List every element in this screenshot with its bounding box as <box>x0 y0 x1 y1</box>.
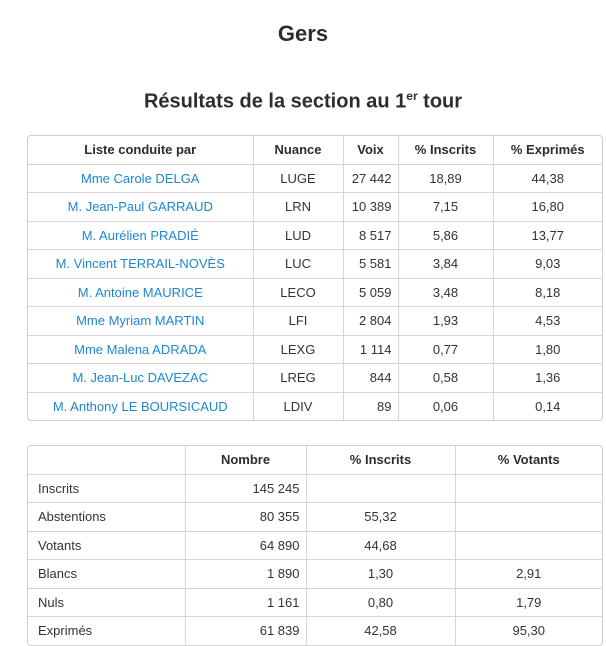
participation-pct-inscrits-cell: 0,80 <box>306 588 455 617</box>
candidate-name-cell <box>28 364 253 393</box>
candidate-link[interactable]: M. Aurélien PRADIÉ <box>81 227 199 243</box>
participation-nombre-cell: 1 161 <box>185 588 306 617</box>
voix-cell: 5 581 <box>343 250 398 279</box>
pct-exprimes-cell: 13,77 <box>493 221 602 250</box>
participation-label-cell: Inscrits <box>28 474 185 503</box>
participation-header-row <box>28 446 602 474</box>
results-header-exprimes: % Exprimés <box>493 136 602 164</box>
candidate-link[interactable]: M. Jean-Luc DAVEZAC <box>72 370 209 386</box>
participation-label-cell: Votants <box>28 531 185 560</box>
nuance-cell: LRN <box>253 193 343 222</box>
voix-cell: 1 114 <box>343 335 398 364</box>
participation-table-container <box>27 445 603 646</box>
participation-row <box>28 617 602 645</box>
nuance-cell: LUC <box>253 250 343 279</box>
nuance-cell: LECO <box>253 278 343 307</box>
candidate-link[interactable]: M. Vincent TERRAIL-NOVÈS <box>55 256 225 272</box>
voix-cell: 89 <box>343 392 398 420</box>
results-header-row <box>28 136 602 164</box>
voix-cell: 2 804 <box>343 307 398 336</box>
participation-nombre-cell: 61 839 <box>185 617 306 645</box>
pct-exprimes-cell: 1,80 <box>493 335 602 364</box>
section-title <box>0 89 606 114</box>
participation-label-cell: Abstentions <box>28 503 185 532</box>
pct-inscrits-cell: 1,93 <box>398 307 493 336</box>
participation-pct-votants-cell <box>455 474 602 503</box>
candidate-name-cell <box>28 278 253 307</box>
candidate-link[interactable]: M. Antoine MAURICE <box>77 284 203 300</box>
candidate-name-cell <box>28 335 253 364</box>
results-table-container <box>27 135 603 421</box>
nuance-cell: LFI <box>253 307 343 336</box>
pct-inscrits-cell: 0,77 <box>398 335 493 364</box>
pct-inscrits-cell: 7,15 <box>398 193 493 222</box>
page-title: Gers <box>277 21 329 46</box>
results-row <box>28 364 602 393</box>
results-table-body <box>28 164 602 420</box>
participation-row <box>28 588 602 617</box>
voix-cell: 5 059 <box>343 278 398 307</box>
nuance-cell: LREG <box>253 364 343 393</box>
pct-inscrits-cell: 0,58 <box>398 364 493 393</box>
pct-exprimes-cell: 44,38 <box>493 164 602 193</box>
candidate-name-cell <box>28 193 253 222</box>
nuance-cell: LUGE <box>253 164 343 193</box>
participation-label-cell: Nuls <box>28 588 185 617</box>
voix-cell: 27 442 <box>343 164 398 193</box>
results-row <box>28 221 602 250</box>
participation-pct-votants-cell <box>455 531 602 560</box>
candidate-name-cell <box>28 392 253 420</box>
pct-exprimes-cell: 16,80 <box>493 193 602 222</box>
section-title-ordinal-sup: er <box>406 89 418 104</box>
participation-label-cell: Blancs <box>28 560 185 589</box>
candidate-name-cell <box>28 164 253 193</box>
participation-pct-votants-cell <box>455 503 602 532</box>
pct-exprimes-cell: 8,18 <box>493 278 602 307</box>
pct-inscrits-cell: 5,86 <box>398 221 493 250</box>
voix-cell: 8 517 <box>343 221 398 250</box>
participation-header-empty <box>28 446 185 474</box>
pct-inscrits-cell: 18,89 <box>398 164 493 193</box>
participation-table-body <box>28 474 602 645</box>
participation-nombre-cell: 64 890 <box>185 531 306 560</box>
participation-table <box>28 446 602 645</box>
results-row <box>28 193 602 222</box>
participation-nombre-cell: 1 890 <box>185 560 306 589</box>
results-header-nuance: Nuance <box>253 136 343 164</box>
results-header-voix: Voix <box>343 136 398 164</box>
candidate-link[interactable]: Mme Myriam MARTIN <box>76 313 205 329</box>
pct-inscrits-cell: 0,06 <box>398 392 493 420</box>
candidate-name-cell <box>28 307 253 336</box>
pct-inscrits-cell: 3,84 <box>398 250 493 279</box>
pct-exprimes-cell: 1,36 <box>493 364 602 393</box>
participation-header-votants: % Votants <box>455 446 602 474</box>
results-row <box>28 335 602 364</box>
participation-pct-votants-cell: 95,30 <box>455 617 602 645</box>
participation-pct-inscrits-cell: 44,68 <box>306 531 455 560</box>
voix-cell: 10 389 <box>343 193 398 222</box>
participation-pct-inscrits-cell: 55,32 <box>306 503 455 532</box>
pct-exprimes-cell: 0,14 <box>493 392 602 420</box>
section-title-text: Résultats de la section au 1 <box>143 91 407 114</box>
participation-nombre-cell: 80 355 <box>185 503 306 532</box>
results-table-header <box>28 136 602 164</box>
results-row <box>28 307 602 336</box>
participation-pct-votants-cell: 1,79 <box>455 588 602 617</box>
participation-row <box>28 503 602 532</box>
results-row <box>28 250 602 279</box>
pct-exprimes-cell: 4,53 <box>493 307 602 336</box>
participation-row <box>28 474 602 503</box>
section-title-suffix: tour <box>417 91 463 114</box>
participation-header-nombre: Nombre <box>185 446 306 474</box>
candidate-link[interactable]: Mme Carole DELGA <box>81 170 200 186</box>
participation-header-inscrits: % Inscrits <box>306 446 455 474</box>
nuance-cell: LEXG <box>253 335 343 364</box>
nuance-cell: LUD <box>253 221 343 250</box>
participation-pct-inscrits-cell: 1,30 <box>306 560 455 589</box>
results-table <box>28 136 602 420</box>
pct-exprimes-cell: 9,03 <box>493 250 602 279</box>
results-row <box>28 164 602 193</box>
results-header-liste: Liste conduite par <box>84 142 197 158</box>
participation-nombre-cell: 145 245 <box>185 474 306 503</box>
candidate-link[interactable]: M. Jean-Paul GARRAUD <box>67 199 213 215</box>
candidate-name-cell <box>28 250 253 279</box>
participation-pct-votants-cell: 2,91 <box>455 560 602 589</box>
pct-inscrits-cell: 3,48 <box>398 278 493 307</box>
candidate-link[interactable]: Mme Malena ADRADA <box>74 341 207 357</box>
voix-cell: 844 <box>343 364 398 393</box>
participation-pct-inscrits-cell <box>306 474 455 503</box>
results-row <box>28 392 602 420</box>
participation-label-cell: Exprimés <box>28 617 185 645</box>
candidate-link[interactable]: M. Anthony LE BOURSICAUD <box>52 398 228 414</box>
participation-pct-inscrits-cell: 42,58 <box>306 617 455 645</box>
participation-row <box>28 531 602 560</box>
results-header-inscrits: % Inscrits <box>398 136 493 164</box>
nuance-cell: LDIV <box>253 392 343 420</box>
participation-row <box>28 560 602 589</box>
candidate-name-cell <box>28 221 253 250</box>
results-row <box>28 278 602 307</box>
participation-table-header <box>28 446 602 474</box>
